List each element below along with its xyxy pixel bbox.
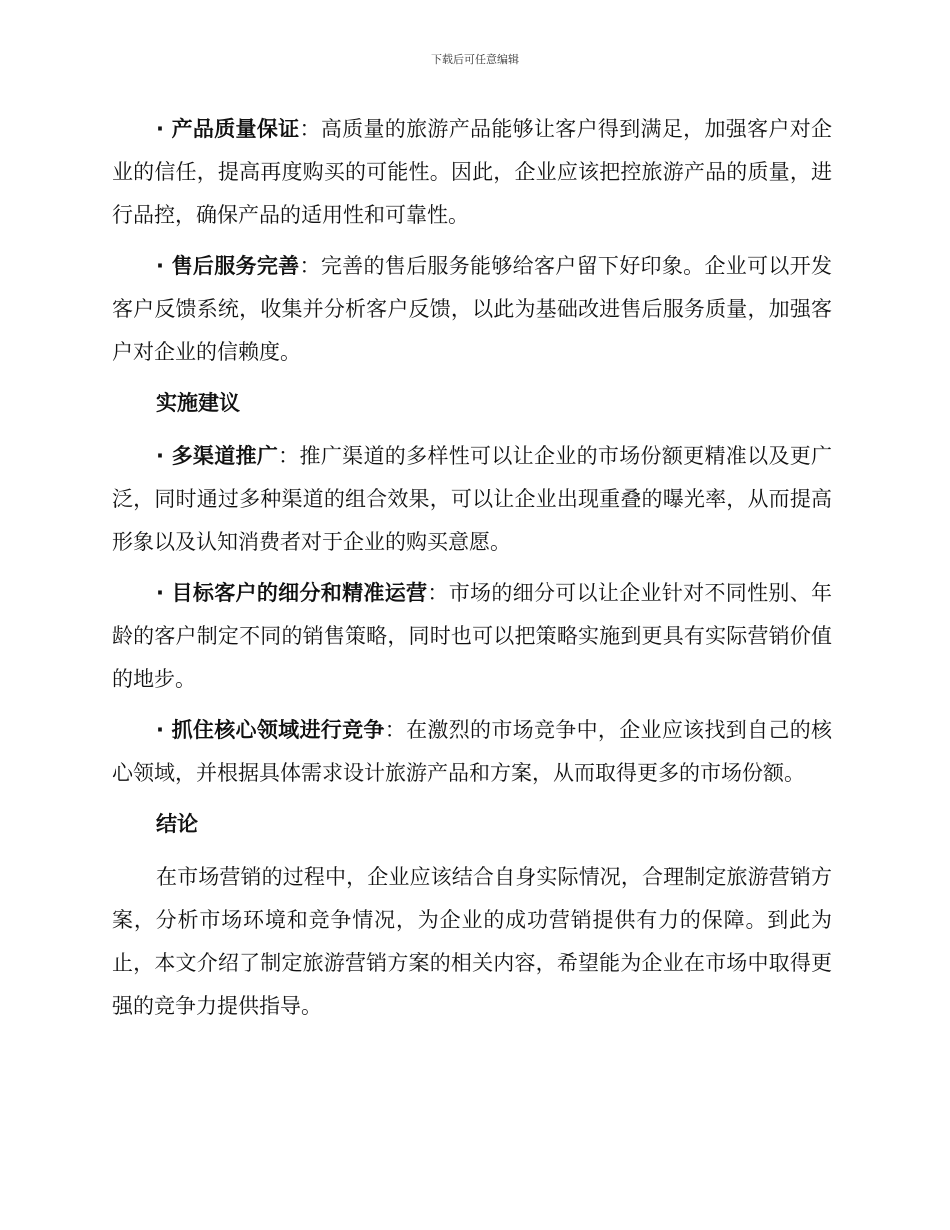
term-core-field: · 抓住核心领域进行竞争 bbox=[156, 718, 385, 742]
text-multichannel: 推广渠道的多样性可以让企业的市场份额更精准以及更广泛，同时通过多种渠道的组合效果，可以让企业出现重叠的曝光率，从而提高形象以及认知消费者对于企业的购买意愿。 bbox=[112, 444, 833, 554]
header-note: 下载后可任意编辑 bbox=[431, 53, 519, 66]
paragraph-segmentation bbox=[112, 572, 832, 701]
term-multichannel: · 多渠道推广 bbox=[156, 444, 279, 468]
colon: ： bbox=[384, 718, 407, 742]
text-after-sales: 完善的售后服务能够给客户留下好印象。企业可以开发客户反馈系统，收集并分析客户反馈，以此为基础改进售后服务质量，加强客户对企业的信赖度。 bbox=[112, 254, 833, 364]
text-core-field: 在激烈的市场竞争中，企业应该找到自己的核心领域，并根据具体需求设计旅游产品和方案，从而取得更多的市场份额。 bbox=[112, 718, 833, 785]
paragraph-multichannel bbox=[112, 435, 832, 564]
document-body bbox=[112, 108, 832, 1036]
paragraph-conclusion: 在市场营销的过程中，企业应该结合自身实际情况，合理制定旅游营销方案，分析市场环境和竞争情况，为企业的成功营销提供有力的保障。到此为止，本文介绍了制定旅游营销方案的相关内容，希望能为企业在市场中取得更强的竞争力提供指导。 bbox=[112, 865, 832, 1018]
colon: ： bbox=[299, 117, 321, 141]
paragraph-quality bbox=[112, 108, 832, 237]
heading-implementation: 实施建议 bbox=[156, 391, 240, 415]
paragraph-after-sales bbox=[112, 245, 832, 374]
text-quality: 高质量的旅游产品能够让客户得到满足，加强客户对企业的信任，提高再度购买的可能性。因此，企业应该把控旅游产品的质量，进行品控，确保产品的适用性和可靠性。 bbox=[112, 117, 833, 227]
colon: ： bbox=[299, 254, 321, 278]
colon: ： bbox=[427, 581, 449, 605]
colon: ： bbox=[278, 444, 300, 468]
term-after-sales: · 售后服务完善 bbox=[156, 254, 300, 278]
term-segmentation: · 目标客户的细分和精准运营 bbox=[156, 581, 428, 605]
paragraph-core-field bbox=[112, 709, 832, 795]
term-quality: · 产品质量保证 bbox=[156, 117, 300, 141]
heading-conclusion: 结论 bbox=[156, 812, 198, 836]
text-segmentation: 市场的细分可以让企业针对不同性别、年龄的客户制定不同的销售策略，同时也可以把策略实施到更具有实际营销价值的地步。 bbox=[112, 581, 833, 691]
